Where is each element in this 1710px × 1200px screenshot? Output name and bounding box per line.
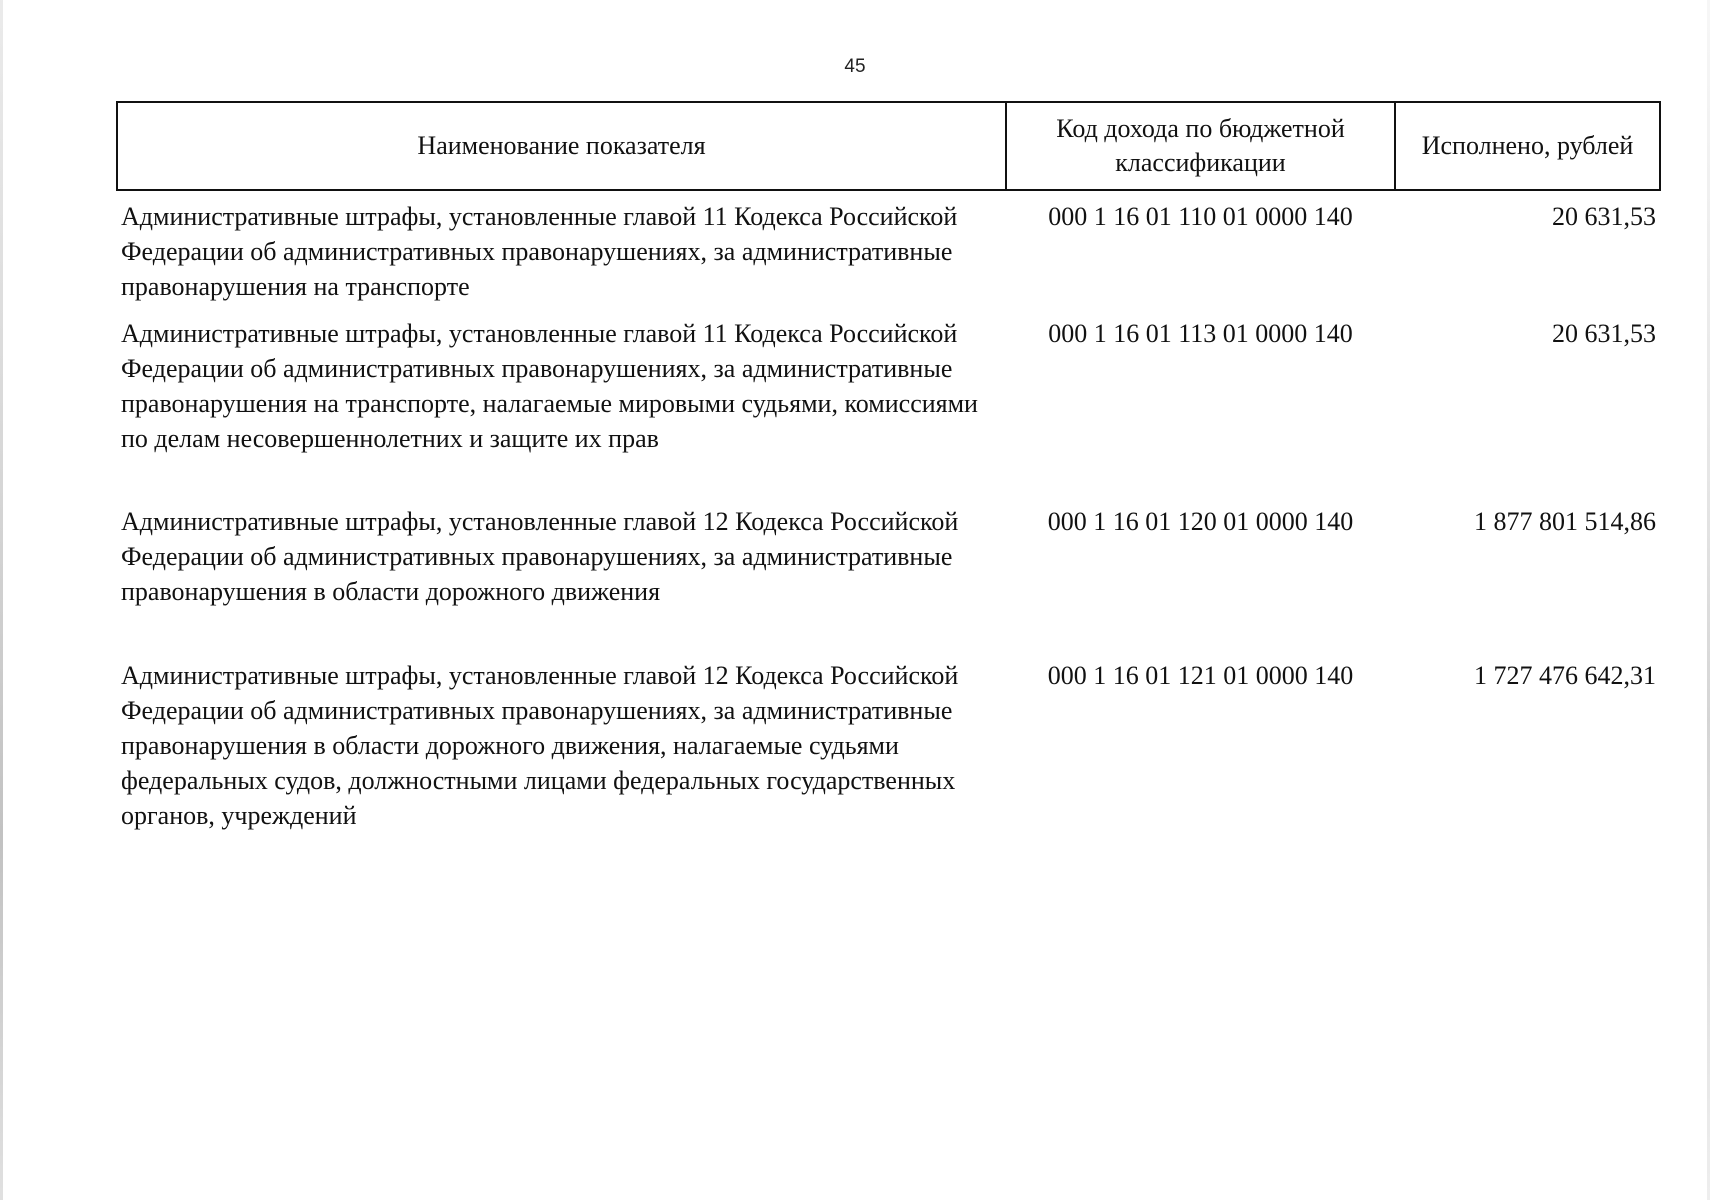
- row-revenue-code: 000 1 16 01 110 01 0000 140: [1048, 202, 1353, 231]
- row-executed-amount: 1 877 801 514,86: [1474, 507, 1656, 536]
- row-executed-amount: 1 727 476 642,31: [1474, 661, 1656, 690]
- header-row: [117, 102, 1660, 190]
- budget-revenue-table: [116, 101, 1661, 838]
- row-executed-amount: 20 631,53: [1552, 319, 1656, 348]
- row-revenue-code: 000 1 16 01 113 01 0000 140: [1048, 319, 1353, 348]
- table-row: [117, 190, 1660, 308]
- row-indicator-name: Административные штрафы, установленные главой 12 Кодекса Российской Федерации об административных правонарушениях, за административные правонарушения в области дорожного движения: [121, 507, 959, 606]
- row-executed-amount: 20 631,53: [1552, 202, 1656, 231]
- header-executed-amount: Исполнено, рублей: [1395, 102, 1660, 190]
- header-revenue-code: Код дохода по бюджетной классификации: [1006, 102, 1395, 190]
- row-indicator-name: Административные штрафы, установленные главой 11 Кодекса Российской Федерации об административных правонарушениях, за административные правонарушения на транспорте, налагаемые мировыми судьями, комиссиями по делам несовершеннолетних и защите их прав: [121, 319, 978, 453]
- table-row: [117, 308, 1660, 496]
- table-body: [117, 190, 1660, 838]
- row-revenue-code: 000 1 16 01 121 01 0000 140: [1047, 661, 1354, 690]
- table-row: [117, 650, 1660, 838]
- row-revenue-code: 000 1 16 01 120 01 0000 140: [1047, 507, 1354, 536]
- header-indicator-name: Наименование показателя: [117, 102, 1006, 190]
- table-row: [117, 496, 1660, 650]
- table-header: [117, 102, 1660, 190]
- row-indicator-name: Административные штрафы, установленные главой 12 Кодекса Российской Федерации об административных правонарушениях, за административные правонарушения в области дорожного движения, налагаемые судьями федеральных судов, должностными лицами федеральных государственных органов, учреждений: [121, 661, 959, 830]
- page-number: 45: [844, 56, 866, 77]
- row-indicator-name: Административные штрафы, установленные главой 11 Кодекса Российской Федерации об административных правонарушениях, за административные правонарушения на транспорте: [121, 202, 958, 301]
- scan-edge-left: [0, 0, 3, 1200]
